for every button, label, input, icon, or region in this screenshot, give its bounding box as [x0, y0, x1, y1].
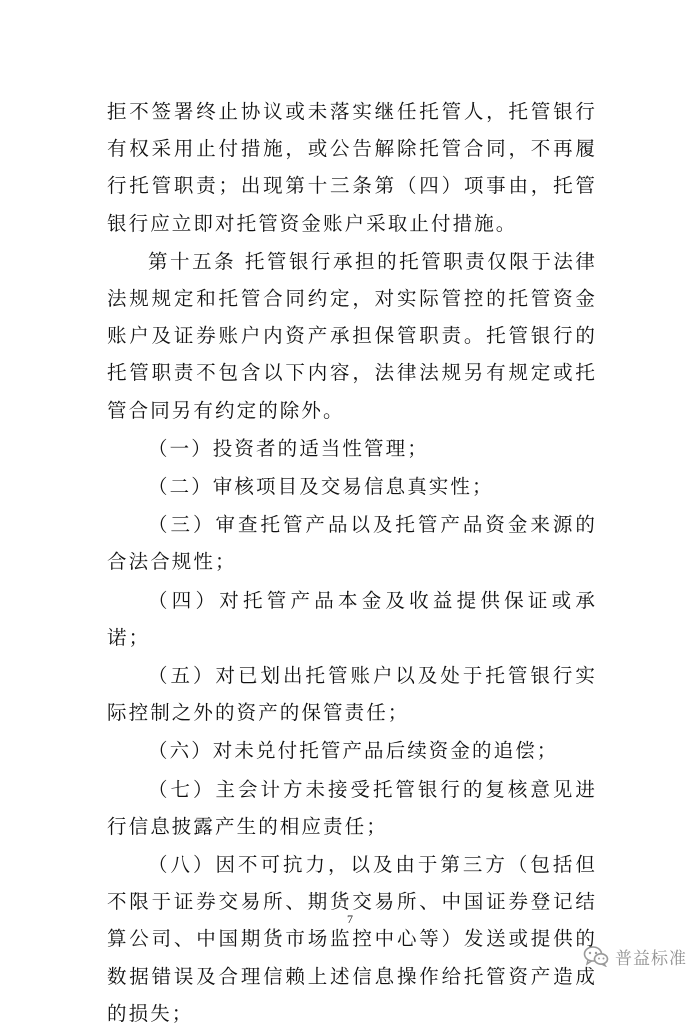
- watermark-text: 普益标准: [615, 948, 687, 969]
- list-item-6: （六）对未兑付托管产品后续资金的追偿；: [148, 739, 559, 763]
- paragraph-article-15: 第十五条 托管银行承担的托管职责仅限于法律法规规定和托管合同约定，对实际管控的托管资金账户及证券账户内资产承担保管职责。托管银行的托管职责不包含以下内容，法律法规另有规定或托管合同另有约定的除外。: [107, 249, 597, 422]
- list-item-7: （七）主会计方未接受托管银行的复核意见进行信息披露产生的相应责任；: [107, 777, 597, 838]
- document-body: [107, 93, 597, 1032]
- list-item-8: （八）因不可抗力，以及由于第三方（包括但不限于证券交易所、期货交易所、中国证券登记结算公司、中国期货市场监控中心等）发送或提供的数据错误及合理信赖上述信息操作给托管资产造成的损失；: [107, 853, 597, 1025]
- list-item-2: （二）审核项目及交易信息真实性；: [148, 475, 494, 499]
- list-item-4: （四）对托管产品本金及收益提供保证或承诺；: [107, 588, 597, 649]
- watermark: [583, 941, 687, 971]
- list-item-1: （一）投资者的适当性管理；: [148, 436, 429, 460]
- list-item-3: （三）审查托管产品以及托管产品资金来源的合法合规性；: [107, 513, 597, 574]
- wechat-icon: [583, 945, 609, 967]
- paragraph-continuation: 拒不签署终止协议或未落实继任托管人，托管银行有权采用止付措施，或公告解除托管合同，不再履行托管职责；出现第十三条第（四）项事由，托管银行应立即对托管资金账户采取止付措施。: [107, 100, 597, 235]
- list-item-5: （五）对已划出托管账户以及处于托管银行实际控制之外的资产的保管责任；: [107, 664, 597, 725]
- page-number: 7: [347, 912, 353, 926]
